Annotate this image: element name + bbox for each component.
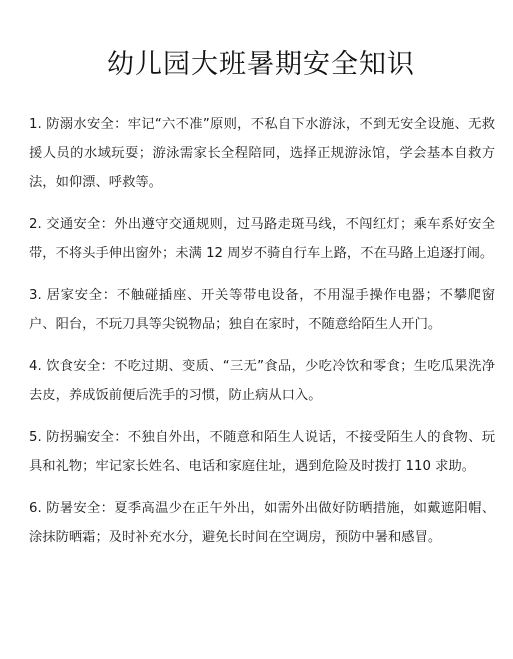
section-traffic-safety: 2. 交通安全：外出遵守交通规则，过马路走斑马线，不闯红灯；乘车系好安全带，不将头手伸出窗外；未满 12 周岁不骑自行车上路，不在马路上追逐打闹。 <box>29 217 495 261</box>
section-heatstroke-safety: 6. 防暑安全：夏季高温少在正午外出，如需外出做好防晒措施，如戴遮阳帽、涂抹防晒霜；及时补充水分，避免长时间在空调房，预防中暑和感冒。 <box>29 501 495 545</box>
section-food-safety: 4. 饮食安全：不吃过期、变质、“三无”食品，少吃冷饮和零食；生吃瓜果洗净去皮，养成饭前便后洗手的习惯，防止病从口入。 <box>29 359 495 403</box>
safety-sections <box>29 110 495 565</box>
section-anti-abduction-safety: 5. 防拐骗安全：不独自外出，不随意和陌生人说话，不接受陌生人的食物、玩具和礼物；牢记家长姓名、电话和家庭住址，遇到危险及时拨打 110 求助。 <box>29 430 495 474</box>
section-home-safety: 3. 居家安全：不触碰插座、开关等带电设备，不用湿手操作电器；不攀爬窗户、阳台，不玩刀具等尖锐物品；独自在家时，不随意给陌生人开门。 <box>29 288 495 332</box>
section-drowning-safety: 1. 防溺水安全：牢记“六不准”原则，不私自下水游泳，不到无安全设施、无救援人员的水域玩耍；游泳需家长全程陪同，选择正规游泳馆，学会基本自救方法，如仰漂、呼救等。 <box>29 117 495 190</box>
document-title: 幼儿园大班暑期安全知识 <box>107 49 415 80</box>
